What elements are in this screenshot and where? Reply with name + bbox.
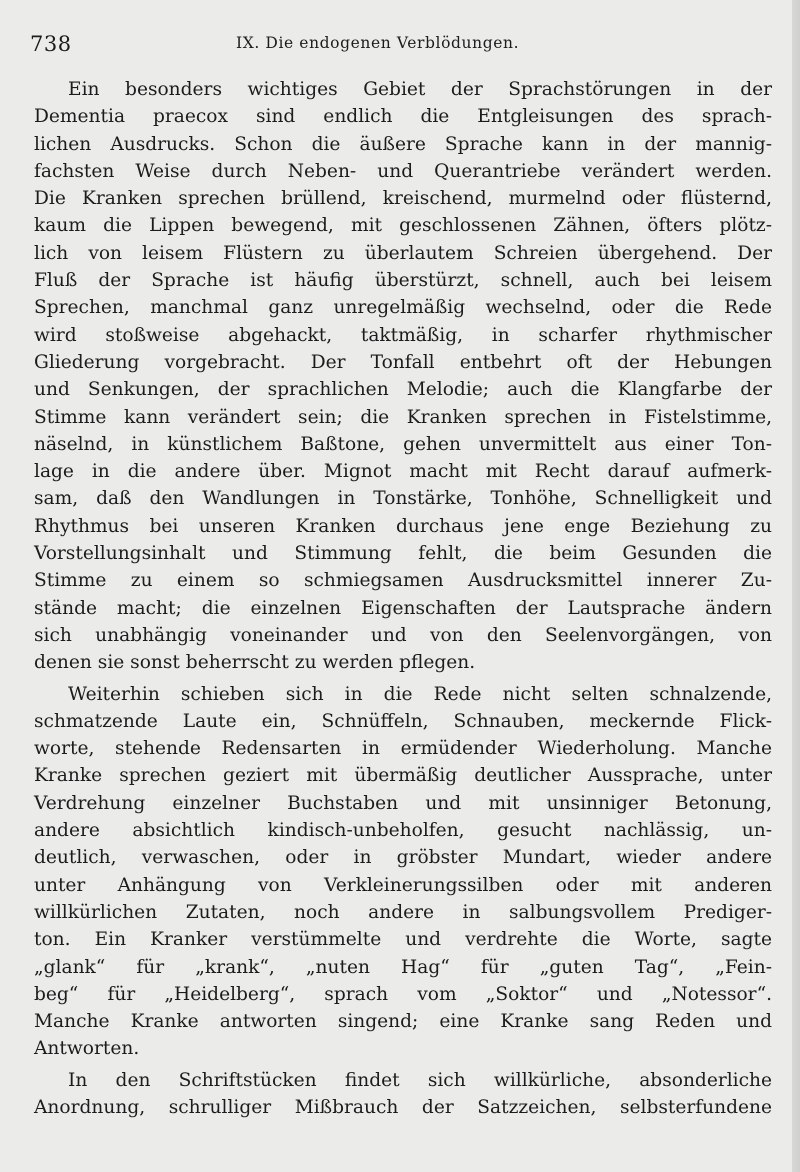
paragraph-2	[34, 681, 772, 1063]
text-line: beg“ für „Heidelberg“, sprach vom „Soktor“ und „Notessor“.	[34, 983, 772, 1005]
text-line: Vorstellungsinhalt und Stimmung fehlt, die beim Gesunden die	[34, 543, 772, 565]
page-edge	[792, 0, 800, 1172]
text-line: deutlich, verwaschen, oder in gröbster Mundart, wieder andere	[34, 847, 772, 869]
text-line: sam, daß den Wandlungen in Tonstärke, Tonhöhe, Schnelligkeit und	[34, 488, 772, 510]
paragraph-1	[34, 76, 772, 677]
text-line: Antworten.	[34, 1038, 140, 1060]
text-line: sich unabhängig voneinander und von den Seelenvorgängen, von	[34, 624, 772, 646]
page-number: 738	[30, 32, 72, 56]
text-line: stände macht; die einzelnen Eigenschaften der Lautsprache ändern	[34, 597, 772, 619]
text-line: Manche Kranke antworten singend; eine Kranke sang Reden und	[34, 1011, 772, 1033]
text-line: Anordnung, schrulliger Mißbrauch der Satzzeichen, selbsterfundene	[34, 1096, 772, 1118]
text-line: Sprechen, manchmal ganz unregelmäßig wechselnd, oder die Rede	[34, 297, 772, 319]
page-header	[30, 30, 760, 60]
text-line: näselnd, in künstlichem Baßtone, gehen unvermittelt aus einer Ton-	[34, 433, 772, 455]
text-line: denen sie sonst beherrscht zu werden pflegen.	[34, 652, 476, 674]
text-line: lich von leisem Flüstern zu überlautem Schreien übergehend. Der	[34, 242, 772, 264]
text-line: ton. Ein Kranker verstümmelte und verdrehte die Worte, sagte	[34, 929, 772, 951]
text-line: Kranke sprechen geziert mit übermäßig deutlicher Aussprache, unter	[34, 765, 772, 787]
text-line: schmatzende Laute ein, Schnüffeln, Schnauben, meckernde Flick-	[34, 710, 772, 732]
text-line: Die Kranken sprechen brüllend, kreischend, murmelnd oder flüsternd,	[34, 188, 772, 210]
text-line: Rhythmus bei unseren Kranken durchaus jene enge Beziehung zu	[34, 515, 772, 537]
text-line: Verdrehung einzelner Buchstaben und mit unsinniger Betonung,	[34, 792, 772, 814]
text-line: fachsten Weise durch Neben- und Querantriebe verändert werden.	[34, 160, 772, 182]
text-line: andere absichtlich kindisch-unbeholfen, gesucht nachlässig, un-	[34, 820, 772, 842]
text-line: worte, stehende Redensarten in ermüdender Wiederholung. Manche	[34, 738, 772, 760]
text-line: Stimme kann verändert sein; die Kranken sprechen in Fistelstimme,	[34, 406, 772, 428]
text-line: und Senkungen, der sprachlichen Melodie; auch die Klangfarbe der	[34, 379, 772, 401]
text-line: Gliederung vorgebracht. Der Tonfall entbehrt oft der Hebungen	[34, 351, 772, 373]
text-line: lage in die andere über. Mignot macht mit Recht darauf aufmerk-	[34, 461, 772, 483]
text-line: kaum die Lippen bewegend, mit geschlossenen Zähnen, öfters plötz-	[34, 215, 772, 237]
text-line: willkürlichen Zutaten, noch andere in salbungsvollem Prediger-	[34, 901, 772, 923]
text-line: wird stoßweise abgehackt, taktmäßig, in scharfer rhythmischer	[34, 324, 772, 346]
text-line: Fluß der Sprache ist häufig überstürzt, schnell, auch bei leisem	[34, 270, 772, 292]
text-line: unter Anhängung von Verkleinerungssilben oder mit anderen	[34, 874, 772, 896]
text-line: lichen Ausdrucks. Schon die äußere Sprache kann in der mannig-	[34, 133, 772, 155]
text-line: Ein besonders wichtiges Gebiet der Sprachstörungen in der	[68, 79, 772, 100]
text-line: In den Schriftstücken findet sich willkürliche, absonderliche	[68, 1069, 772, 1091]
text-line: Dementia praecox sind endlich die Entgleisungen des sprach-	[34, 106, 772, 128]
body-text	[34, 76, 772, 1121]
text-line: „glank“ für „krank“, „nuten Hag“ für „guten Tag“, „Fein-	[34, 956, 772, 978]
text-line: Weiterhin schieben sich in die Rede nicht selten schnalzende,	[68, 683, 772, 705]
paragraph-3	[34, 1067, 772, 1122]
running-head: IX. Die endogenen Verblödungen.	[236, 34, 520, 52]
text-line: Stimme zu einem so schmiegsamen Ausdrucksmittel innerer Zu-	[34, 570, 772, 592]
